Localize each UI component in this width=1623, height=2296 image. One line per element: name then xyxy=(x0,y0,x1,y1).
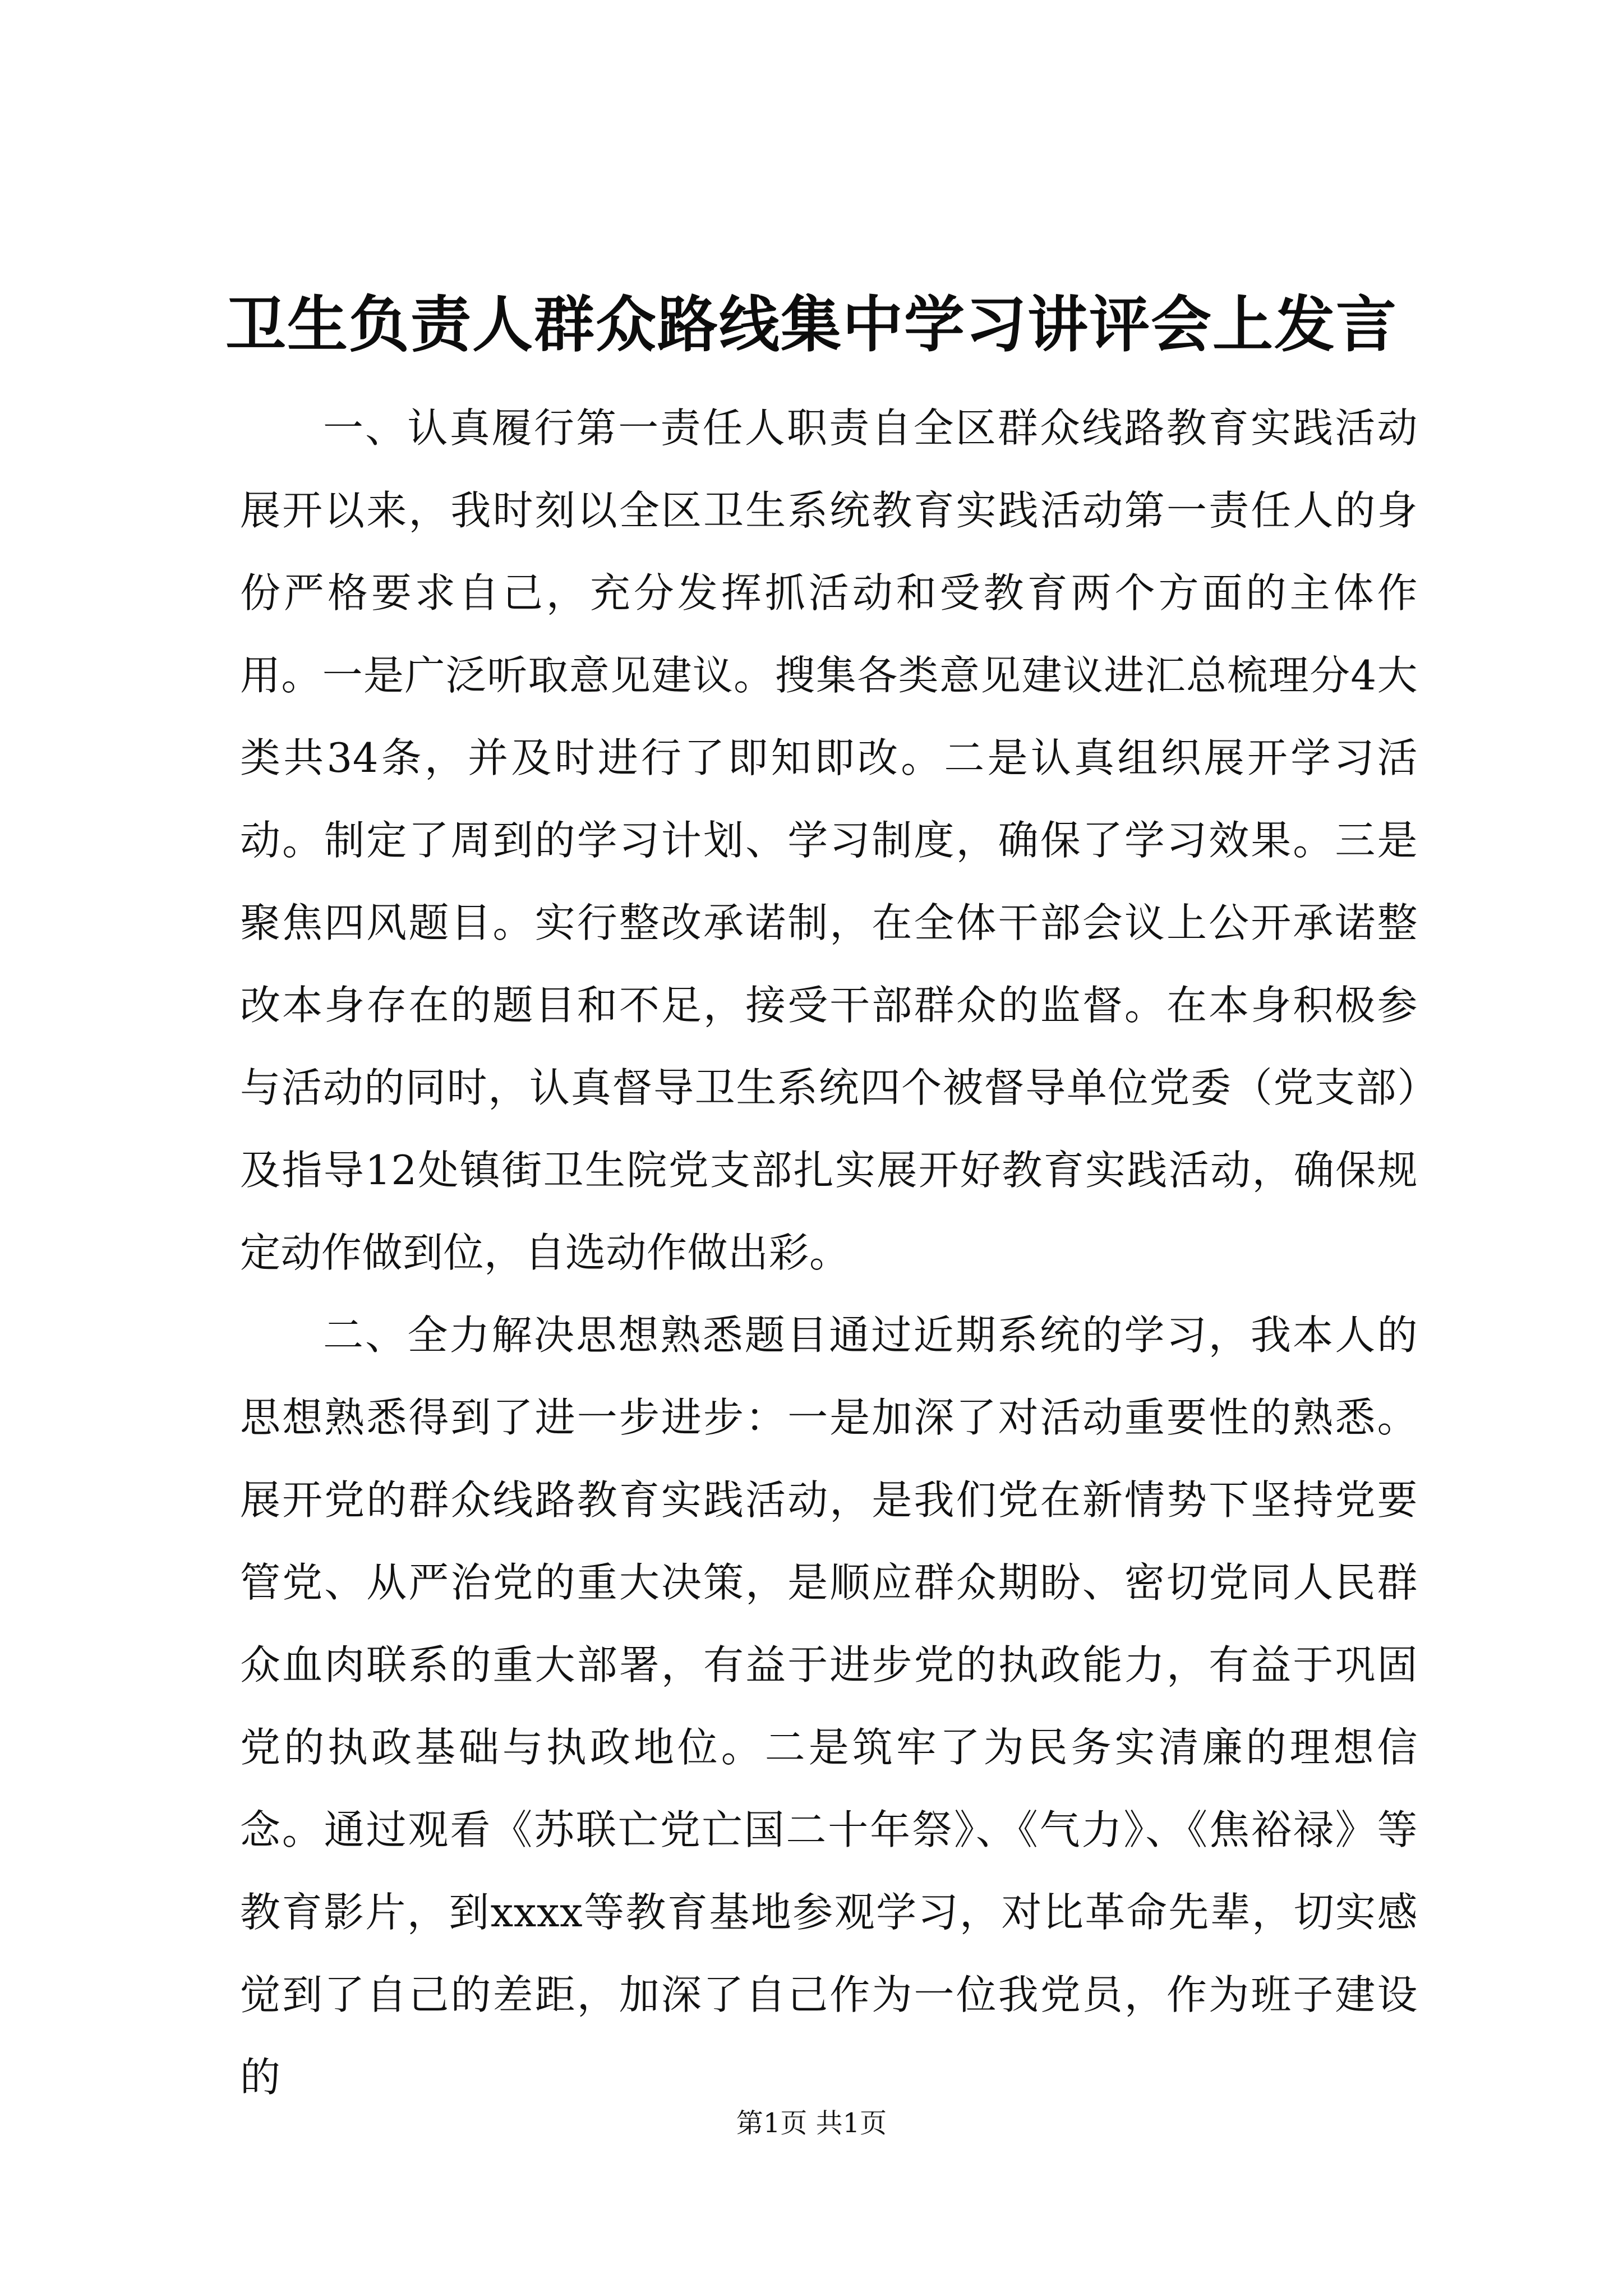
paragraph-2: 二、全力解决思想熟悉题目通过近期系统的学习，我本人的思想熟悉得到了进一步进步：一是加深了对活动重要性的熟悉。展开党的群众线路教育实践活动，是我们党在新情势下坚持党要管党、从严治党的重大决策，是顺应群众期盼、密切党同人民群众血肉联系的重大部署，有益于进步党的执政能力，有益于巩固党的执政基础与执政地位。二是筑牢了为民务实清廉的理想信念。通过观看《苏联亡党亡国二十年祭》、《气力》、《焦裕禄》等教育影片，到xxxx等教育基地参观学习，对比革命先辈，切实感觉到了自己的差距，加深了自己作为一位我党员，作为班子建设的 xyxy=(240,1312,1418,2101)
paragraph-1: 一、认真履行第一责任人职责自全区群众线路教育实践活动展开以来，我时刻以全区卫生系统教育实践活动第一责任人的身份严格要求自己，充分发挥抓活动和受教育两个方面的主体作用。一是广泛听取意见建议。搜集各类意见建议进汇总梳理分4大类共34条，并及时进行了即知即改。二是认真组织展开学习活动。制定了周到的学习计划、学习制度，确保了学习效果。三是聚焦四风题目。实行整改承诺制，在全体干部会议上公开承诺整改本身存在的题目和不足，接受干部群众的监督。在本身积极参与活动的同时，认真督导卫生系统四个被督导单位党委（党支部）及指导12处镇街卫生院党支部扎实展开好教育实践活动，确保规定动作做到位，自选动作做出彩。 xyxy=(240,404,1418,1276)
document-title: 卫生负责人群众路线集中学习讲评会上发言 xyxy=(225,290,1398,360)
page-footer: 第1页 共1页 xyxy=(736,2108,887,2139)
document-body xyxy=(240,387,1418,2119)
